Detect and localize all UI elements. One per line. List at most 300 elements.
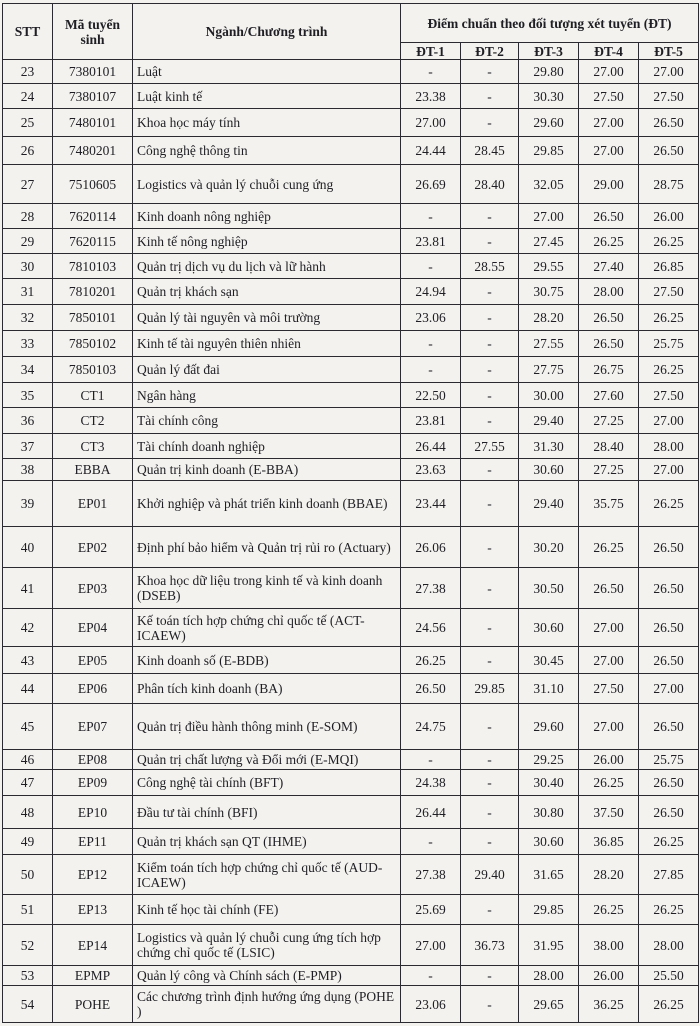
row-score-dt2: 29.85 [461, 674, 519, 704]
row-score-dt4: 29.00 [579, 165, 639, 204]
row-code: 7810103 [53, 254, 133, 279]
row-program-name: Các chương trình định hướng ứng dụng (POHE ) [133, 986, 401, 1023]
row-score-dt2: - [461, 109, 519, 137]
row-score-dt1: 26.69 [401, 165, 461, 204]
table-body [3, 60, 699, 1023]
row-code: 7480201 [53, 137, 133, 165]
row-score-dt2: 29.40 [461, 855, 519, 895]
row-score-dt3: 30.60 [519, 459, 579, 481]
row-score-dt1: 26.44 [401, 796, 461, 829]
row-code: CT1 [53, 383, 133, 408]
table-row [3, 647, 699, 674]
row-code: POHE [53, 986, 133, 1023]
row-code: 7620114 [53, 204, 133, 229]
row-program-name: Quản trị khách sạn [133, 279, 401, 305]
row-program-name: Logistics và quản lý chuỗi cung ứng [133, 165, 401, 204]
row-score-dt1: 22.50 [401, 383, 461, 408]
table-row [3, 459, 699, 481]
row-score-dt4: 26.50 [579, 204, 639, 229]
row-stt: 29 [3, 229, 53, 254]
row-code: 7380107 [53, 84, 133, 109]
table-row [3, 796, 699, 829]
row-score-dt4: 27.00 [579, 137, 639, 165]
row-program-name: Khoa học dữ liệu trong kinh tế và kinh doanh (DSEB) [133, 568, 401, 609]
row-program-name: Định phí bảo hiểm và Quản trị rủi ro (Actuary) [133, 527, 401, 568]
header-group-5: ĐT-5 [639, 43, 699, 60]
row-code: EP03 [53, 568, 133, 609]
row-score-dt1: 23.81 [401, 229, 461, 254]
row-score-dt5: 27.50 [639, 383, 699, 408]
header-score-group: Điểm chuẩn theo đối tượng xét tuyển (ĐT) [401, 4, 699, 43]
row-score-dt2: - [461, 331, 519, 357]
row-code: 7850103 [53, 357, 133, 383]
row-score-dt2: 28.45 [461, 137, 519, 165]
row-program-name: Quản lý đất đai [133, 357, 401, 383]
row-score-dt1: 27.00 [401, 925, 461, 966]
row-score-dt2: - [461, 796, 519, 829]
table-row [3, 331, 699, 357]
row-score-dt4: 37.50 [579, 796, 639, 829]
row-score-dt1: 27.38 [401, 568, 461, 609]
row-score-dt1: 23.44 [401, 481, 461, 527]
row-program-name: Phân tích kinh doanh (BA) [133, 674, 401, 704]
row-score-dt4: 27.00 [579, 647, 639, 674]
row-score-dt5: 26.25 [639, 481, 699, 527]
row-stt: 44 [3, 674, 53, 704]
row-stt: 40 [3, 527, 53, 568]
row-code: EPMP [53, 966, 133, 986]
row-score-dt4: 26.25 [579, 527, 639, 568]
row-program-name: Tài chính công [133, 408, 401, 434]
row-score-dt1: 23.38 [401, 84, 461, 109]
row-score-dt2: 28.40 [461, 165, 519, 204]
row-stt: 48 [3, 796, 53, 829]
table-row [3, 986, 699, 1023]
row-score-dt1: - [401, 331, 461, 357]
row-score-dt3: 27.45 [519, 229, 579, 254]
table-row [3, 229, 699, 254]
row-score-dt2: - [461, 966, 519, 986]
row-score-dt4: 27.00 [579, 109, 639, 137]
table-row [3, 609, 699, 647]
row-program-name: Quản trị dịch vụ du lịch và lữ hành [133, 254, 401, 279]
row-program-name: Kiểm toán tích hợp chứng chỉ quốc tế (AUD-ICAEW) [133, 855, 401, 895]
row-stt: 43 [3, 647, 53, 674]
row-program-name: Quản trị chất lượng và Đổi mới (E-MQI) [133, 750, 401, 770]
row-score-dt4: 26.50 [579, 568, 639, 609]
row-score-dt4: 27.50 [579, 674, 639, 704]
row-score-dt1: 26.50 [401, 674, 461, 704]
row-score-dt4: 28.00 [579, 279, 639, 305]
row-score-dt1: - [401, 60, 461, 84]
row-score-dt1: 24.94 [401, 279, 461, 305]
table-header [3, 4, 699, 60]
row-score-dt5: 25.75 [639, 750, 699, 770]
row-program-name: Luật [133, 60, 401, 84]
table-row [3, 895, 699, 925]
header-group-3: ĐT-3 [519, 43, 579, 60]
row-score-dt5: 27.00 [639, 60, 699, 84]
row-code: 7480101 [53, 109, 133, 137]
row-score-dt2: - [461, 527, 519, 568]
table-row [3, 408, 699, 434]
table-row [3, 829, 699, 855]
row-score-dt3: 29.80 [519, 60, 579, 84]
row-stt: 33 [3, 331, 53, 357]
row-score-dt5: 26.50 [639, 527, 699, 568]
admission-score-table [2, 3, 699, 1023]
row-score-dt2: 28.55 [461, 254, 519, 279]
row-code: EP07 [53, 704, 133, 750]
row-score-dt3: 31.65 [519, 855, 579, 895]
table-row [3, 855, 699, 895]
row-stt: 47 [3, 770, 53, 796]
row-stt: 38 [3, 459, 53, 481]
row-stt: 31 [3, 279, 53, 305]
row-score-dt2: - [461, 279, 519, 305]
row-program-name: Quản lý công và Chính sách (E-PMP) [133, 966, 401, 986]
table-row [3, 357, 699, 383]
table-row [3, 434, 699, 459]
row-score-dt3: 30.20 [519, 527, 579, 568]
row-score-dt3: 30.80 [519, 796, 579, 829]
row-score-dt3: 29.85 [519, 895, 579, 925]
table-row [3, 204, 699, 229]
row-score-dt1: - [401, 204, 461, 229]
row-score-dt2: - [461, 609, 519, 647]
row-score-dt4: 26.50 [579, 331, 639, 357]
table-row [3, 966, 699, 986]
row-score-dt3: 29.85 [519, 137, 579, 165]
row-score-dt4: 38.00 [579, 925, 639, 966]
row-stt: 39 [3, 481, 53, 527]
row-score-dt3: 30.45 [519, 647, 579, 674]
row-score-dt2: - [461, 481, 519, 527]
table-row [3, 84, 699, 109]
table-row [3, 254, 699, 279]
row-program-name: Kinh doanh số (E-BDB) [133, 647, 401, 674]
row-stt: 25 [3, 109, 53, 137]
row-score-dt4: 26.00 [579, 966, 639, 986]
row-score-dt3: 31.30 [519, 434, 579, 459]
row-score-dt2: 36.73 [461, 925, 519, 966]
row-code: 7620115 [53, 229, 133, 254]
row-code: EP12 [53, 855, 133, 895]
table-row [3, 60, 699, 84]
row-code: EP08 [53, 750, 133, 770]
row-stt: 50 [3, 855, 53, 895]
table-row [3, 165, 699, 204]
row-score-dt5: 28.00 [639, 434, 699, 459]
row-score-dt1: 25.69 [401, 895, 461, 925]
row-score-dt1: 26.06 [401, 527, 461, 568]
row-program-name: Logistics và quản lý chuỗi cung ứng tích hợp chứng chỉ quốc tế (LSIC) [133, 925, 401, 966]
row-stt: 46 [3, 750, 53, 770]
row-stt: 30 [3, 254, 53, 279]
header-code: Mã tuyển sinh [53, 4, 133, 60]
row-score-dt2: - [461, 60, 519, 84]
row-score-dt4: 27.00 [579, 609, 639, 647]
row-program-name: Khởi nghiệp và phát triển kinh doanh (BBAE) [133, 481, 401, 527]
row-score-dt3: 27.75 [519, 357, 579, 383]
row-score-dt1: - [401, 357, 461, 383]
header-group-2: ĐT-2 [461, 43, 519, 60]
row-stt: 27 [3, 165, 53, 204]
row-score-dt3: 30.50 [519, 568, 579, 609]
table-row [3, 527, 699, 568]
row-score-dt5: 27.85 [639, 855, 699, 895]
row-score-dt3: 30.00 [519, 383, 579, 408]
row-code: CT3 [53, 434, 133, 459]
table-row [3, 568, 699, 609]
row-code: EP09 [53, 770, 133, 796]
row-stt: 28 [3, 204, 53, 229]
row-stt: 52 [3, 925, 53, 966]
row-stt: 23 [3, 60, 53, 84]
row-score-dt1: 26.44 [401, 434, 461, 459]
row-score-dt4: 27.25 [579, 408, 639, 434]
row-score-dt2: - [461, 305, 519, 331]
row-score-dt5: 27.50 [639, 84, 699, 109]
table-row [3, 305, 699, 331]
row-stt: 34 [3, 357, 53, 383]
row-score-dt3: 29.40 [519, 481, 579, 527]
row-stt: 41 [3, 568, 53, 609]
row-score-dt2: - [461, 647, 519, 674]
table-row [3, 383, 699, 408]
row-score-dt2: - [461, 770, 519, 796]
row-score-dt4: 27.40 [579, 254, 639, 279]
row-program-name: Kinh doanh nông nghiệp [133, 204, 401, 229]
row-score-dt4: 26.75 [579, 357, 639, 383]
row-program-name: Quản trị kinh doanh (E-BBA) [133, 459, 401, 481]
table-row [3, 925, 699, 966]
row-score-dt5: 26.50 [639, 770, 699, 796]
row-score-dt3: 29.40 [519, 408, 579, 434]
table-row [3, 137, 699, 165]
row-stt: 45 [3, 704, 53, 750]
row-score-dt3: 30.60 [519, 829, 579, 855]
row-code: EBBA [53, 459, 133, 481]
row-score-dt5: 26.25 [639, 229, 699, 254]
row-score-dt1: - [401, 750, 461, 770]
row-stt: 54 [3, 986, 53, 1023]
row-score-dt5: 26.25 [639, 829, 699, 855]
row-score-dt3: 30.30 [519, 84, 579, 109]
row-score-dt4: 27.60 [579, 383, 639, 408]
row-code: EP05 [53, 647, 133, 674]
row-code: EP06 [53, 674, 133, 704]
row-score-dt2: - [461, 204, 519, 229]
header-group-1: ĐT-1 [401, 43, 461, 60]
row-program-name: Quản trị khách sạn QT (IHME) [133, 829, 401, 855]
row-stt: 32 [3, 305, 53, 331]
row-program-name: Quản trị điều hành thông minh (E-SOM) [133, 704, 401, 750]
row-score-dt2: - [461, 750, 519, 770]
row-score-dt5: 27.00 [639, 459, 699, 481]
row-score-dt5: 26.50 [639, 647, 699, 674]
row-score-dt5: 28.75 [639, 165, 699, 204]
row-score-dt3: 27.00 [519, 204, 579, 229]
row-score-dt1: 24.56 [401, 609, 461, 647]
row-score-dt3: 30.75 [519, 279, 579, 305]
row-score-dt2: - [461, 357, 519, 383]
row-score-dt1: 27.38 [401, 855, 461, 895]
row-stt: 35 [3, 383, 53, 408]
row-code: 7850101 [53, 305, 133, 331]
table-row [3, 770, 699, 796]
row-score-dt1: - [401, 829, 461, 855]
row-score-dt2: - [461, 704, 519, 750]
row-stt: 53 [3, 966, 53, 986]
row-score-dt1: 24.75 [401, 704, 461, 750]
row-stt: 49 [3, 829, 53, 855]
row-stt: 36 [3, 408, 53, 434]
row-program-name: Công nghệ tài chính (BFT) [133, 770, 401, 796]
row-score-dt5: 26.50 [639, 137, 699, 165]
row-stt: 37 [3, 434, 53, 459]
row-program-name: Tài chính doanh nghiệp [133, 434, 401, 459]
row-score-dt3: 29.65 [519, 986, 579, 1023]
row-code: EP04 [53, 609, 133, 647]
row-code: 7810201 [53, 279, 133, 305]
row-score-dt5: 26.25 [639, 305, 699, 331]
row-program-name: Kinh tế nông nghiệp [133, 229, 401, 254]
table-row [3, 704, 699, 750]
row-score-dt5: 26.50 [639, 568, 699, 609]
row-score-dt5: 26.85 [639, 254, 699, 279]
row-program-name: Ngân hàng [133, 383, 401, 408]
row-score-dt1: 23.63 [401, 459, 461, 481]
row-program-name: Công nghệ thông tin [133, 137, 401, 165]
row-score-dt5: 26.25 [639, 986, 699, 1023]
row-score-dt3: 31.95 [519, 925, 579, 966]
row-score-dt3: 28.20 [519, 305, 579, 331]
row-score-dt4: 27.25 [579, 459, 639, 481]
row-score-dt1: 23.06 [401, 986, 461, 1023]
row-score-dt1: 24.44 [401, 137, 461, 165]
row-score-dt5: 27.00 [639, 408, 699, 434]
row-code: 7380101 [53, 60, 133, 84]
row-score-dt2: 27.55 [461, 434, 519, 459]
table-row [3, 279, 699, 305]
row-stt: 51 [3, 895, 53, 925]
table-row [3, 109, 699, 137]
row-score-dt2: - [461, 84, 519, 109]
row-score-dt2: - [461, 383, 519, 408]
row-score-dt2: - [461, 568, 519, 609]
row-stt: 26 [3, 137, 53, 165]
row-score-dt3: 29.25 [519, 750, 579, 770]
row-score-dt5: 26.50 [639, 704, 699, 750]
row-score-dt3: 31.10 [519, 674, 579, 704]
row-score-dt2: - [461, 229, 519, 254]
row-score-dt2: - [461, 459, 519, 481]
row-score-dt1: 24.38 [401, 770, 461, 796]
row-score-dt4: 27.00 [579, 60, 639, 84]
row-code: 7850102 [53, 331, 133, 357]
row-score-dt3: 29.60 [519, 109, 579, 137]
row-score-dt5: 26.50 [639, 109, 699, 137]
row-score-dt5: 26.50 [639, 796, 699, 829]
row-score-dt5: 25.75 [639, 331, 699, 357]
row-score-dt3: 28.00 [519, 966, 579, 986]
row-score-dt5: 27.50 [639, 279, 699, 305]
row-score-dt5: 26.00 [639, 204, 699, 229]
header-program: Ngành/Chương trình [133, 4, 401, 60]
row-score-dt4: 36.85 [579, 829, 639, 855]
row-score-dt3: 30.60 [519, 609, 579, 647]
row-score-dt3: 29.60 [519, 704, 579, 750]
row-program-name: Kinh tế học tài chính (FE) [133, 895, 401, 925]
row-score-dt4: 28.20 [579, 855, 639, 895]
row-score-dt1: - [401, 966, 461, 986]
row-program-name: Kinh tế tài nguyên thiên nhiên [133, 331, 401, 357]
row-score-dt5: 25.50 [639, 966, 699, 986]
row-score-dt2: - [461, 408, 519, 434]
row-score-dt5: 28.00 [639, 925, 699, 966]
row-score-dt3: 29.55 [519, 254, 579, 279]
row-code: EP11 [53, 829, 133, 855]
row-score-dt4: 26.25 [579, 770, 639, 796]
row-score-dt4: 26.00 [579, 750, 639, 770]
header-stt: STT [3, 4, 53, 60]
row-score-dt4: 26.25 [579, 229, 639, 254]
row-code: EP10 [53, 796, 133, 829]
row-score-dt2: - [461, 986, 519, 1023]
row-score-dt3: 27.55 [519, 331, 579, 357]
row-program-name: Luật kinh tế [133, 84, 401, 109]
row-score-dt3: 32.05 [519, 165, 579, 204]
row-program-name: Kế toán tích hợp chứng chỉ quốc tế (ACT-ICAEW) [133, 609, 401, 647]
row-score-dt3: 30.40 [519, 770, 579, 796]
row-stt: 24 [3, 84, 53, 109]
row-score-dt1: 27.00 [401, 109, 461, 137]
row-score-dt1: 23.81 [401, 408, 461, 434]
row-program-name: Khoa học máy tính [133, 109, 401, 137]
row-code: EP13 [53, 895, 133, 925]
row-code: 7510605 [53, 165, 133, 204]
row-score-dt4: 36.25 [579, 986, 639, 1023]
table-row [3, 481, 699, 527]
row-score-dt5: 26.25 [639, 357, 699, 383]
row-score-dt4: 26.50 [579, 305, 639, 331]
row-score-dt5: 26.50 [639, 609, 699, 647]
row-stt: 42 [3, 609, 53, 647]
row-score-dt1: - [401, 254, 461, 279]
row-code: EP02 [53, 527, 133, 568]
row-program-name: Đầu tư tài chính (BFI) [133, 796, 401, 829]
row-code: CT2 [53, 408, 133, 434]
row-score-dt2: - [461, 829, 519, 855]
table-row [3, 750, 699, 770]
row-score-dt4: 28.40 [579, 434, 639, 459]
row-score-dt2: - [461, 895, 519, 925]
row-score-dt4: 35.75 [579, 481, 639, 527]
row-score-dt5: 27.00 [639, 674, 699, 704]
row-score-dt1: 23.06 [401, 305, 461, 331]
row-code: EP14 [53, 925, 133, 966]
row-program-name: Quản lý tài nguyên và môi trường [133, 305, 401, 331]
row-code: EP01 [53, 481, 133, 527]
row-score-dt1: 26.25 [401, 647, 461, 674]
row-score-dt4: 26.25 [579, 895, 639, 925]
header-group-4: ĐT-4 [579, 43, 639, 60]
row-score-dt4: 27.00 [579, 704, 639, 750]
row-score-dt4: 27.50 [579, 84, 639, 109]
row-score-dt5: 26.25 [639, 895, 699, 925]
table-row [3, 674, 699, 704]
